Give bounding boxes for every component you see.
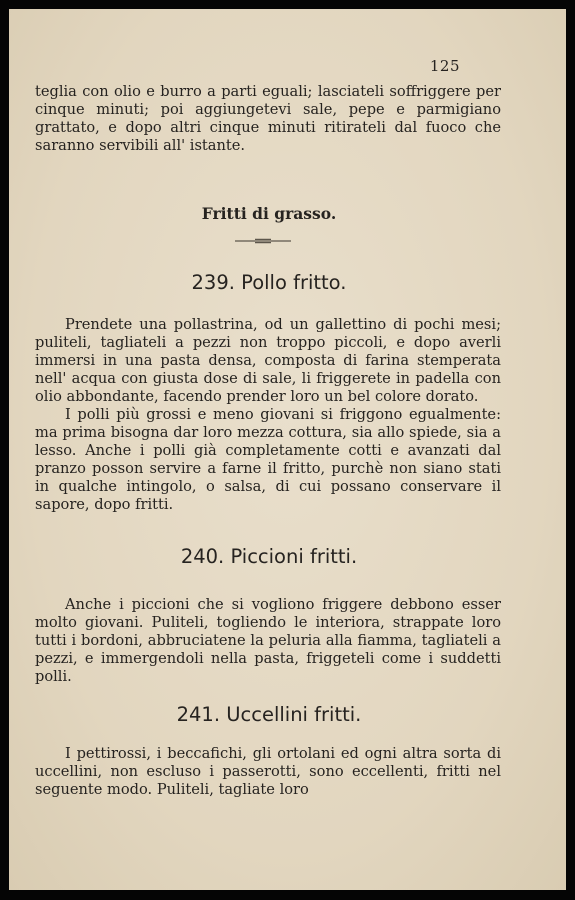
section-title: Fritti di grasso. <box>201 204 337 223</box>
paragraph: I polli più grossi e meno giovani si friggono egualmente: ma prima bisogna dar loro mezza cottura, sia allo spiede, sia a lesso. Anche i polli già completamente cotti e avanzati dal pranzo posson servire a farne il fritto, purchè non siano stati in qualche intingolo, o salsa, di cui possano conservare il sapore, dopo fritti. <box>35 406 501 513</box>
recipe-body <box>35 745 501 799</box>
recipe-title: 239. Pollo fritto. <box>191 271 347 294</box>
recipe-body <box>35 596 501 686</box>
paragraph: teglia con olio e burro a parti eguali; lasciateli soffriggere per cinque minuti; poi aggiungetevi sale, pepe e parmigiano grattato, e dopo altri cinque minuti ritirateli dal fuoco che saranno servibili all' istante. <box>35 83 501 154</box>
divider-flourish <box>235 238 291 244</box>
book-page <box>9 9 566 890</box>
recipe-body <box>35 316 501 514</box>
paragraph: I pettirossi, i beccafichi, gli ortolani ed ogni altra sorta di uccellini, non escluso i passerotti, sono eccellenti, fritti nel seguente modo. Puliteli, tagliate loro <box>35 745 501 798</box>
recipe-title: 240. Piccioni fritti. <box>180 545 358 568</box>
page-number: 125 <box>429 57 460 75</box>
recipe-title: 241. Uccellini fritti. <box>176 703 362 726</box>
continued-paragraph <box>35 83 501 155</box>
paragraph: Prendete una pollastrina, od un gallettino di pochi mesi; puliteli, tagliateli a pezzi non troppo piccoli, e dopo averli immersi in una pasta densa, composta di farina stemperata nell' acqua con giusta dose di sale, li friggerete in padella con olio abbondante, facendo prender loro un bel colore dorato. <box>35 316 501 405</box>
paragraph: Anche i piccioni che si vogliono friggere debbono esser molto giovani. Puliteli, togliendo le interiora, strappate loro tutti i bordoni, abbruciatene la peluria alla fiamma, tagliateli a pezzi, e immergendoli nella pasta, friggeteli come i suddetti polli. <box>35 596 501 685</box>
